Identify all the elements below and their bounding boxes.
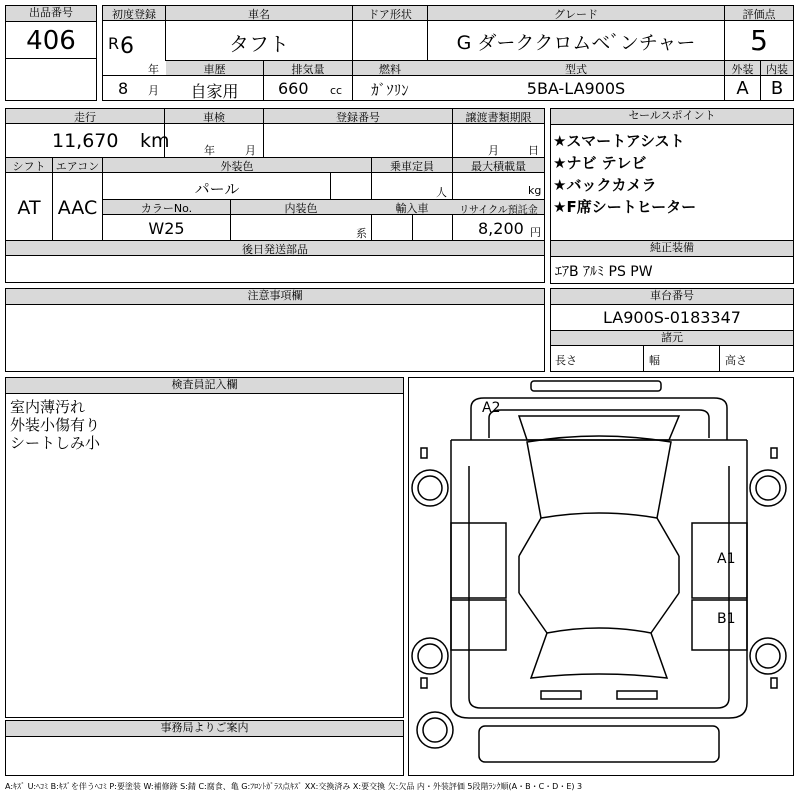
sales-point-item: ★F席シートヒーター bbox=[553, 198, 697, 216]
car-name: タフト bbox=[229, 32, 289, 56]
dimensions-label: 諸元 bbox=[551, 330, 793, 346]
reg-month-unit: 月 bbox=[148, 84, 159, 97]
lot-number-box bbox=[5, 5, 97, 101]
reg-year: 6 bbox=[120, 34, 134, 59]
chassis-label: 車台番号 bbox=[551, 289, 793, 305]
mileage-label: 走行 bbox=[74, 111, 96, 124]
damage-mark-a2: A2 bbox=[482, 400, 501, 416]
ext-color-label: 外装色 bbox=[220, 160, 254, 173]
shift-label: シフト bbox=[12, 160, 46, 173]
color-no: W25 bbox=[148, 219, 185, 238]
notes-box bbox=[5, 288, 545, 372]
car-diagram-box bbox=[408, 377, 794, 776]
exterior-grade: A bbox=[736, 78, 749, 99]
sales-point-item: ★スマートアシスト bbox=[553, 132, 685, 150]
int-color-label: 内装色 bbox=[284, 202, 318, 215]
displacement-unit: cc bbox=[330, 84, 343, 97]
width-label: 幅 bbox=[649, 354, 660, 367]
reg-month: 8 bbox=[118, 79, 129, 98]
sales-points-label: セールスポイント bbox=[551, 109, 793, 125]
fuel: ｶﾞｿﾘﾝ bbox=[371, 81, 409, 99]
sales-points-box bbox=[550, 108, 794, 242]
aircon: AAC bbox=[57, 197, 98, 219]
inspection-year-unit: 年 bbox=[204, 144, 215, 157]
import-label: 輸入車 bbox=[395, 202, 429, 215]
history: 自家用 bbox=[190, 82, 239, 101]
lot-number-label: 出品番号 bbox=[6, 6, 96, 22]
inspector-line: 室内薄汚れ bbox=[10, 398, 86, 416]
inspector-line: シートしみ小 bbox=[10, 434, 101, 452]
sales-point-item: ★ナビ テレビ bbox=[553, 154, 647, 172]
int-color-unit: 系 bbox=[356, 227, 367, 240]
height-label: 高さ bbox=[725, 354, 747, 367]
capacity-unit: 人 bbox=[436, 186, 447, 199]
reg-number-label: 登録番号 bbox=[336, 111, 380, 124]
office-box bbox=[5, 720, 404, 776]
recycle-label: リサイクル預託金 bbox=[459, 205, 538, 216]
grade: G ダーククロムベﾞンチャー bbox=[456, 32, 696, 54]
recycle-unit: 円 bbox=[530, 226, 541, 239]
inspection-label: 車検 bbox=[203, 111, 225, 124]
capacity-label: 乗車定員 bbox=[390, 160, 434, 173]
score-label: 評価点 bbox=[742, 8, 776, 21]
shift: AT bbox=[17, 197, 41, 219]
legend: A:ｷｽﾞ U:ﾍｺﾐ B:ｷｽﾞを伴うﾍｺﾐ P:要塗装 W:補修跡 S:錆 C:腐食、亀 G:ﾌﾛﾝﾄｶﾞﾗｽ点ｷｽﾞ XX:交換済み X:要交換 欠:欠品 内・外装評価 5段階ﾗﾝｸ順(A・B・C・D・E) 3 bbox=[5, 782, 583, 791]
damage-mark-b1: B1 bbox=[717, 611, 736, 627]
chassis-box bbox=[550, 288, 794, 372]
notes-label: 注意事項欄 bbox=[6, 289, 544, 305]
transfer-label: 譲渡書類期限 bbox=[465, 111, 532, 124]
score: 5 bbox=[750, 24, 768, 57]
grade-label: グレード bbox=[554, 8, 598, 21]
equipment-box bbox=[550, 240, 794, 284]
damage-mark-a1: A1 bbox=[717, 551, 736, 567]
chassis-number: LA900S-0183347 bbox=[603, 308, 741, 327]
era: R bbox=[108, 34, 120, 53]
car-diagram bbox=[409, 378, 793, 775]
inspector-label: 検査員記入欄 bbox=[6, 378, 403, 394]
inspector-box bbox=[5, 377, 404, 718]
inspection-month-unit: 月 bbox=[245, 144, 256, 157]
color-no-label: カラーNo. bbox=[140, 202, 193, 215]
displacement: 660 bbox=[278, 79, 309, 98]
load-label: 最大積載量 bbox=[471, 160, 526, 173]
reg-year-unit: 年 bbox=[148, 63, 159, 76]
aircon-label: エアコン bbox=[55, 160, 100, 173]
transfer-month-unit: 月 bbox=[488, 144, 499, 157]
load-unit: kg bbox=[528, 184, 542, 197]
displacement-label: 排気量 bbox=[291, 63, 325, 76]
model-label: 型式 bbox=[565, 63, 587, 76]
interior-grade: B bbox=[770, 78, 784, 99]
lot-number: 406 bbox=[26, 26, 76, 56]
mileage-unit: km bbox=[140, 130, 170, 152]
ext-color: パール bbox=[194, 180, 240, 198]
interior-label: 内装 bbox=[766, 63, 788, 76]
sales-point-item: ★バックカメラ bbox=[553, 176, 657, 194]
later-parts-label: 後日発送部品 bbox=[242, 243, 308, 256]
inspector-line: 外装小傷有り bbox=[10, 416, 101, 434]
car-name-label: 車名 bbox=[248, 8, 270, 21]
equipment-label: 純正装備 bbox=[551, 241, 793, 257]
recycle: 8,200 bbox=[478, 219, 524, 238]
mileage: 11,670 bbox=[52, 130, 119, 152]
door-label: ドア形状 bbox=[368, 8, 412, 21]
office-label: 事務局よりご案内 bbox=[6, 721, 403, 737]
exterior-label: 外装 bbox=[731, 63, 754, 76]
equipment-value: ｴｱB ｱﾙﾐ PS PW bbox=[555, 264, 653, 280]
model: 5BA-LA900S bbox=[526, 79, 626, 98]
length-label: 長さ bbox=[555, 354, 577, 367]
transfer-day-unit: 日 bbox=[528, 144, 539, 157]
history-label: 車歴 bbox=[203, 63, 226, 76]
fuel-label: 燃料 bbox=[379, 63, 401, 76]
first-reg-label: 初度登録 bbox=[112, 8, 156, 21]
